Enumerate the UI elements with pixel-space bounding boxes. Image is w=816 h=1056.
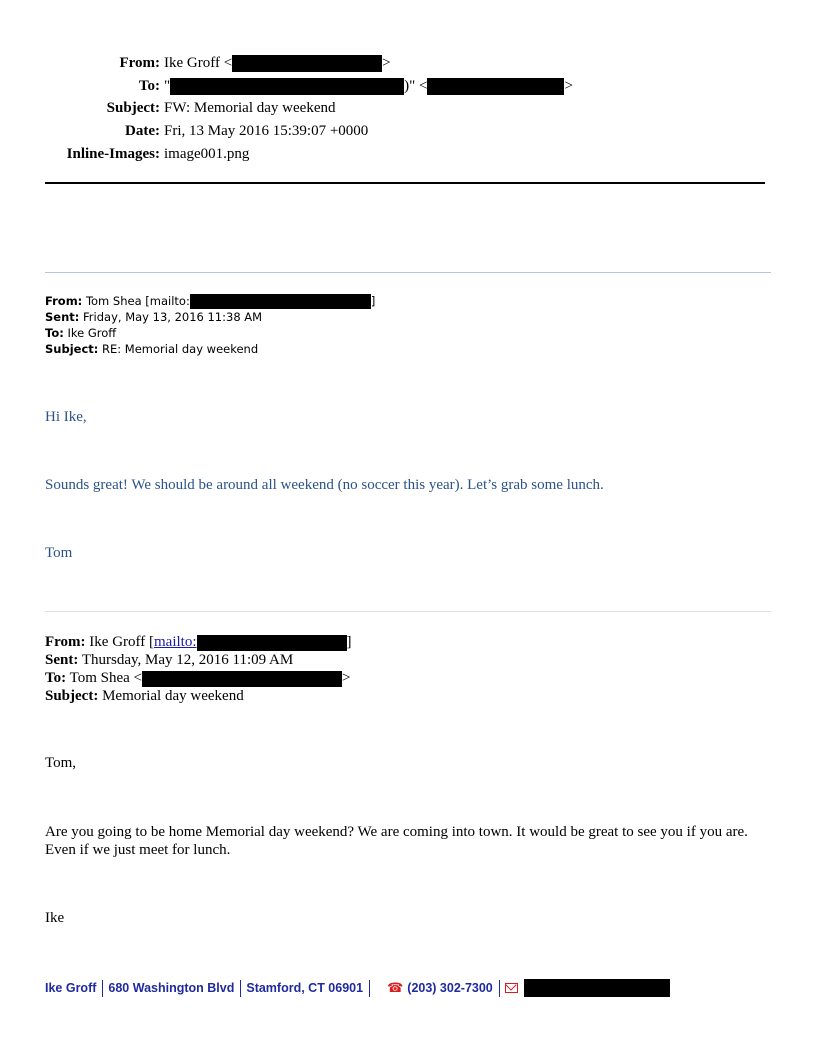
- original-body: Are you going to be home Memorial day weekend? We are coming into town. It would be great to see you if you are. Even if we just meet for lunch.: [45, 824, 748, 858]
- signature-phone: (203) 302-7300: [407, 981, 493, 995]
- reply1-signoff: Tom: [45, 545, 73, 561]
- original-signoff: Ike: [45, 910, 65, 926]
- reply-divider: [45, 272, 771, 273]
- original-from: From: Ike Groff [mailto: ]: [45, 634, 352, 650]
- signature-city: Stamford, CT 06901: [246, 981, 364, 995]
- redaction: [190, 294, 371, 309]
- header-inline-images: image001.png: [164, 146, 250, 162]
- redaction: [142, 671, 342, 687]
- redaction: [197, 635, 347, 651]
- reply1-body: Sounds great! We should be around all weekend (no soccer this year). Let’s grab some lunch.: [45, 477, 604, 493]
- reply1-sent: Sent: Friday, May 13, 2016 11:38 AM: [45, 310, 263, 324]
- redaction: [232, 55, 382, 72]
- email-signature: [45, 978, 670, 998]
- reply1-from: From: Tom Shea [mailto: ]: [45, 294, 376, 308]
- signature-separator: [102, 980, 103, 997]
- redaction: [524, 979, 670, 997]
- signature-separator: [499, 980, 500, 997]
- signature-name: Ike Groff: [45, 981, 97, 995]
- header-divider: [45, 182, 765, 184]
- signature-separator: [369, 980, 370, 997]
- original-subject: Subject: Memorial day weekend: [45, 688, 244, 704]
- header-subject-label: Subject:: [106, 100, 160, 116]
- signature-separator: [240, 980, 241, 997]
- header-inline-label: Inline-Images:: [66, 146, 160, 162]
- reply1-subject: Subject: RE: Memorial day weekend: [45, 342, 259, 356]
- mailto-link[interactable]: mailto:: [154, 634, 347, 650]
- signature-address: 680 Washington Blvd: [108, 981, 235, 995]
- mail-icon: [505, 983, 518, 993]
- header-date-label: Date:: [125, 123, 160, 139]
- header-subject: FW: Memorial day weekend: [164, 100, 336, 116]
- header-from-name: Ike Groff <: [164, 55, 233, 71]
- redaction: [170, 78, 404, 95]
- redaction: [427, 78, 564, 95]
- header-to-label: To:: [138, 78, 160, 94]
- original-sent: Sent: Thursday, May 12, 2016 11:09 AM: [45, 652, 294, 668]
- original-greeting: Tom,: [45, 755, 77, 771]
- original-to: To: Tom Shea < >: [45, 670, 351, 686]
- reply1-greeting: Hi Ike,: [45, 409, 87, 425]
- original-divider: [45, 611, 771, 612]
- reply1-to: To: Ike Groff: [45, 326, 117, 340]
- header-date: Fri, 13 May 2016 15:39:07 +0000: [164, 123, 369, 139]
- phone-icon: ☎: [387, 980, 404, 995]
- header-from-label: From:: [119, 55, 160, 71]
